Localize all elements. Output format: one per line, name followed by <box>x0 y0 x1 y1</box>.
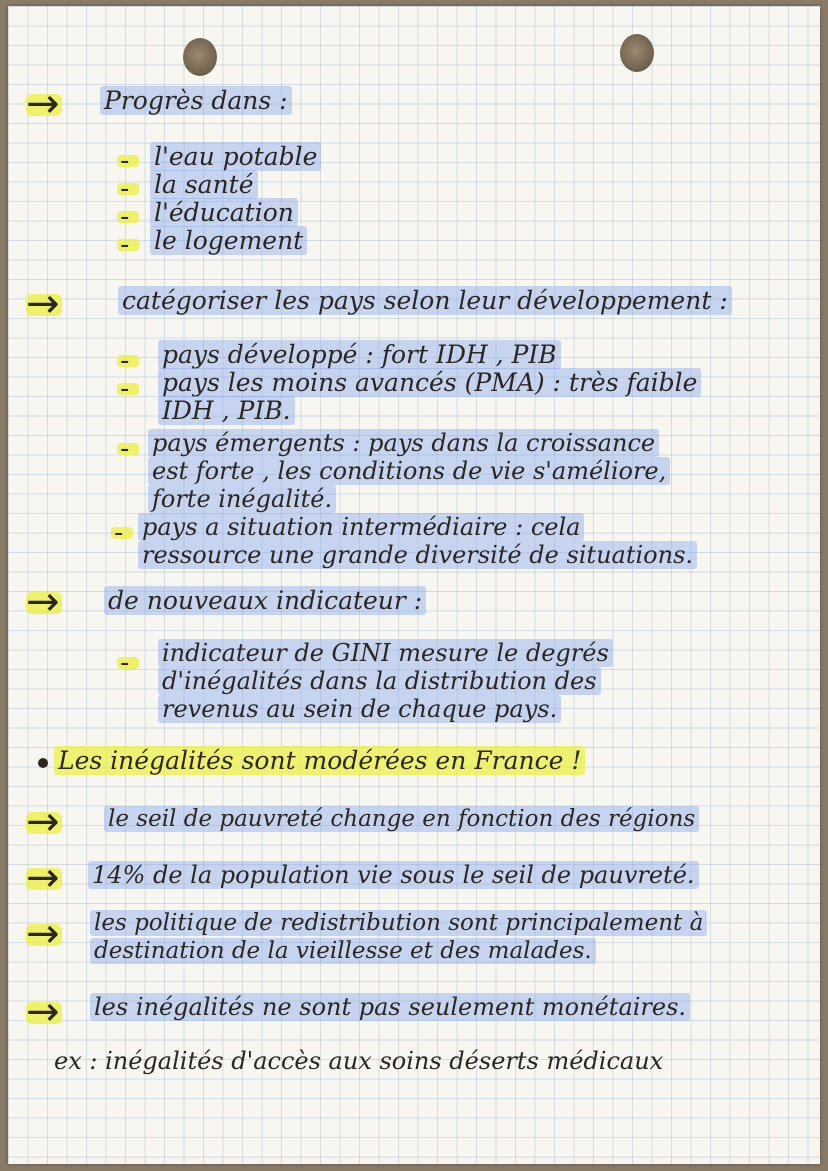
arrow-icon: → <box>26 579 60 625</box>
list-item: pays émergents : pays dans la croissance <box>148 428 659 458</box>
list-item: indicateur de GINI mesure le degrés <box>158 638 613 668</box>
binder-hole-left <box>183 38 217 76</box>
example-line: ex : inégalités d'accès aux soins déserts médicaux <box>54 1047 664 1075</box>
dash-icon: - <box>120 648 130 678</box>
arrow-point: les politique de redistribution sont principalement à <box>90 908 707 938</box>
arrow-icon: → <box>26 799 60 845</box>
list-item: pays les moins avancés (PMA) : très faible <box>158 368 701 398</box>
list-item: le logement <box>150 226 307 256</box>
arrow-icon: → <box>26 911 60 957</box>
key-statement: Les inégalités sont modérées en France ! <box>54 746 585 776</box>
arrow-point: les inégalités ne sont pas seulement monétaires. <box>90 992 690 1022</box>
list-item-continuation: ressource une grande diversité de situations. <box>138 540 697 570</box>
dash-icon: - <box>120 230 130 260</box>
list-item-continuation: IDH , PIB. <box>158 396 295 426</box>
binder-hole-right <box>620 34 654 72</box>
list-item: pays développé : fort IDH , PIB <box>158 340 561 370</box>
arrow-icon: → <box>26 855 60 901</box>
list-item-continuation: revenus au sein de chaque pays. <box>158 694 561 724</box>
arrow-point: 14% de la population vie sous le seil de pauvreté. <box>88 860 699 890</box>
list-item: la santé <box>150 170 258 200</box>
arrow-point: le seil de pauvreté change en fonction des régions <box>104 804 699 834</box>
bullet-icon <box>38 758 48 768</box>
dash-icon: - <box>120 202 130 232</box>
dash-icon: - <box>120 174 130 204</box>
dash-icon: - <box>120 146 130 176</box>
arrow-point-continuation: destination de la vieillesse et des malades. <box>90 936 596 966</box>
list-item-continuation: est forte , les conditions de vie s'améliore, <box>148 456 670 486</box>
section-heading: Progrès dans : <box>100 86 292 116</box>
arrow-icon: → <box>26 281 60 327</box>
section-heading: de nouveaux indicateur : <box>104 586 426 616</box>
arrow-icon: → <box>26 81 60 127</box>
list-item-continuation: d'inégalités dans la distribution des <box>158 666 601 696</box>
dash-icon: - <box>120 346 130 376</box>
list-item: l'éducation <box>150 198 298 228</box>
list-item: pays a situation intermédiaire : cela <box>138 512 584 542</box>
list-item: l'eau potable <box>150 142 321 172</box>
notebook-page <box>8 6 820 1164</box>
dash-icon: - <box>120 374 130 404</box>
dash-icon: - <box>114 518 124 548</box>
section-heading: catégoriser les pays selon leur développement : <box>118 286 732 316</box>
list-item-continuation: forte inégalité. <box>148 484 336 514</box>
arrow-icon: → <box>26 989 60 1035</box>
dash-icon: - <box>120 434 130 464</box>
